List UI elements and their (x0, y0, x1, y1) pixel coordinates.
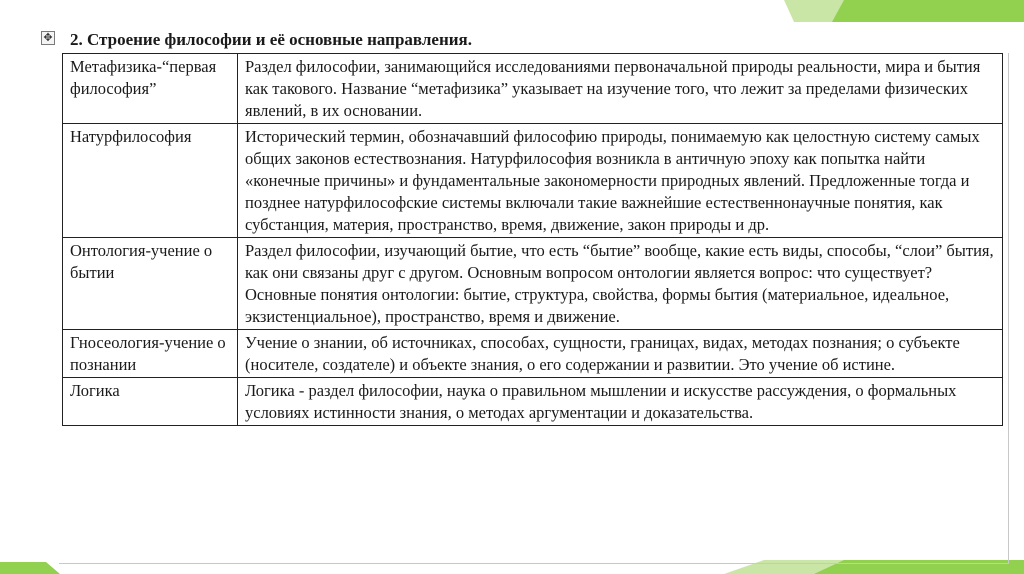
table-row (63, 238, 1003, 330)
table-row (63, 378, 1003, 426)
table-row (63, 54, 1003, 124)
definition-cell: Раздел философии, изучающий бытие, что есть “бытие” вообще, какие есть виды, способы, “слои” бытия, как они связаны друг с другом. Основным вопросом онтологии является вопрос: что существует? Основные понятия онтологии: бытие, структура, свойства, формы бытия (материальное, идеальное, экзистенциальное), пространство, время и движение. (238, 238, 1003, 330)
term-cell: Натурфилософия (63, 124, 238, 238)
table-row (63, 124, 1003, 238)
term-cell: Логика (63, 378, 238, 426)
philosophy-table (62, 53, 1003, 426)
page-heading: 2. Строение философии и её основные направления. (70, 30, 472, 49)
term-cell: Метафизика-“первая философия” (63, 54, 238, 124)
table-row (63, 330, 1003, 378)
definition-cell: Раздел философии, занимающийся исследованиями первоначальной природы реальности, мира и бытия как такового. Название “метафизика” указывает на изучение того, что лежит за пределами физических явлений, в их основании. (238, 54, 1003, 124)
definition-cell: Исторический термин, обозначавший философию природы, понимаемую как целостную систему самых общих законов естествознания. Натурфилософия возникла в античную эпоху как попытка найти «конечные причины» и фундаментальные закономерности природных явлений. Предложенные тогда и позднее натурфилософские системы включали такие важнейшие естественнонаучные понятия, как субстанция, материя, пространство, время, движение, закон природы и др. (238, 124, 1003, 238)
definition-cell: Учение о знании, об источниках, способах, сущности, границах, видах, методах познания; о субъекте (носителе, создателе) и объекте знания, о его содержании и развитии. Это учение об истине. (238, 330, 1003, 378)
term-cell: Онтология-учение о бытии (63, 238, 238, 330)
green-corner-accent-top (784, 0, 1024, 22)
green-corner-accent-bottom-left (0, 562, 60, 574)
term-cell: Гносеология-учение о познании (63, 330, 238, 378)
definition-cell: Логика - раздел философии, наука о правильном мышлении и искусстве рассуждения, о формальных условиях истинности знания, о методах аргументации и доказательства. (238, 378, 1003, 426)
table-move-handle-icon[interactable]: ✥ (41, 31, 55, 45)
